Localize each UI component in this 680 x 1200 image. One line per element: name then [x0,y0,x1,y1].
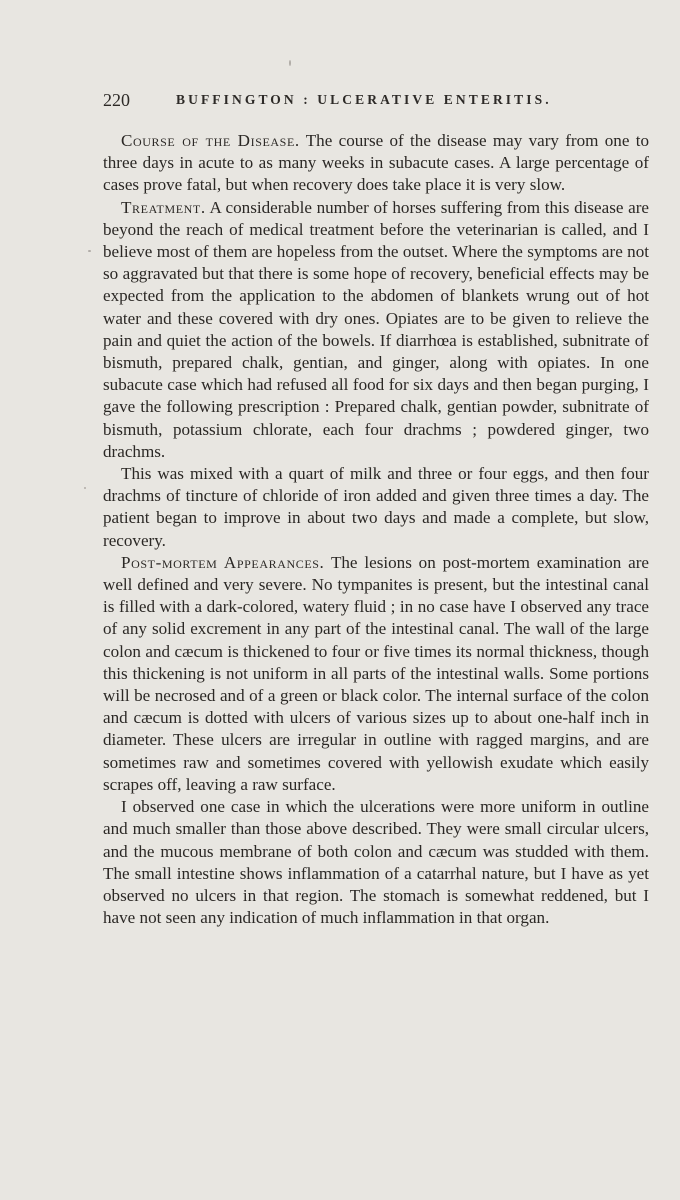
paragraph-text: This was mixed with a quart of milk and three or four eggs, and then four drachms of tincture of chloride of iron added and given three times a day. The patient began to improve in about two days and made a complete, but slow, recovery. [103,464,649,550]
paragraph-post-mortem [103,552,649,796]
paragraph-ulcer-case [103,796,649,929]
paragraph-course-of-disease [103,130,649,197]
paragraph-text: The lesions on post-mortem examination are well defined and very severe. No tympanites is present, but the intestinal canal is filled with a dark-colored, watery fluid ; in no case have I observed any trace of any solid excrement in any part of the intestinal canal. The wall of the large colon and cæcum is thickened to four or five times its normal thickness, though this thickening is not uniform in all parts of the intestinal walls. Some portions will be necrosed and of a green or black color. The internal surface of the colon and cæcum is dotted with ulcers of various sizes up to about one-half inch in diameter. These ulcers are irregular in outline with ragged margins, and are sometimes raw and sometimes covered with yellowish exudate which easily scrapes off, leaving a raw surface. [103,552,649,794]
running-title: BUFFINGTON : ULCERATIVE ENTERITIS. [176,92,552,107]
paragraph-text: The course of the disease may vary from one to three days in acute to as many weeks in subacute cases. A large percentage of cases prove fatal, but when recovery does take place it is very slow. [103,131,650,195]
paragraph-treatment [103,197,649,463]
running-head [103,90,649,114]
paper-speck [84,487,86,489]
section-heading: Course of the Disease. [121,131,300,150]
page-number: 220 [103,90,130,110]
section-heading: Treatment. [121,197,206,217]
paragraph-prescription-followup [103,463,649,552]
body-text [103,130,649,929]
section-heading: Post-mortem Appearances. [121,552,325,572]
paragraph-text: I observed one case in which the ulcerations were more uniform in outline and much smaller than those above described. They were small circular ulcers, and the mucous membrane of both colon and cæcum was studded with them. The small intestine shows inflammation of a catarrhal nature, but I have as yet observed no ulcers in that region. The stomach is somewhat reddened, but I have not seen any indication of much inflammation in that organ. [103,797,649,928]
paragraph-text: A considerable number of horses suffering from this disease are beyond the reach of medical treatment before the veterinarian is called, and I believe most of them are hopeless from the outset. Where the symptoms are not so aggravated but that there is some hope of recovery, beneficial effects may be expected from the application to the abdomen of blankets wrung out of hot water and these covered with dry ones. Opiates are to be given to relieve the pain and quiet the action of the bowels. If diarrhœa is established, subnitrate of bismuth, prepared chalk, gentian, and ginger, along with opiates. In one subacute case which had refused all food for six days and then began purging, I gave the following prescription : Prepared chalk, gentian powder, subnitrate of bismuth, potassium chlorate, each four drachms ; powdered ginger, two drachms. [103,197,649,461]
paper-speck [88,250,91,252]
paper-speck [289,60,291,66]
